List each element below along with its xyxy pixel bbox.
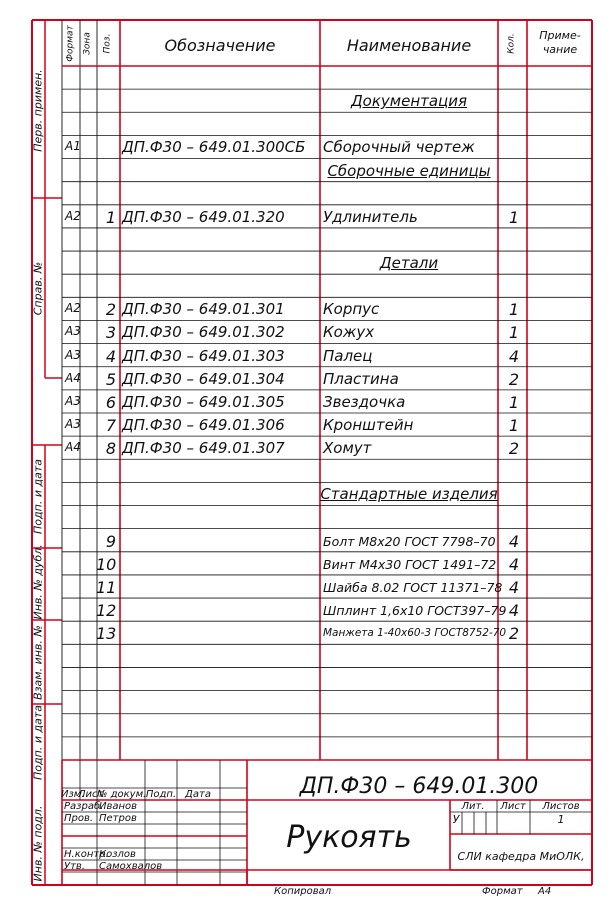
tb-col-sheet: Лист <box>78 789 104 800</box>
row-qty: 2 <box>508 369 519 389</box>
row-name: Шплинт 1,6х10 ГОСТ397–79 <box>323 603 507 619</box>
row-qty: 2 <box>508 624 519 644</box>
row-format: А4 <box>65 440 81 455</box>
side-replace-inv: Взам. инв. № <box>31 624 45 700</box>
tb-person-dev: Иванов <box>99 801 138 812</box>
section-standard-items: Стандартные изделия <box>320 485 498 504</box>
doc-title: Рукоять <box>286 820 412 855</box>
row-format: А2 <box>65 301 81 316</box>
row-name: Болт М8х20 ГОСТ 7798–70 <box>323 533 496 549</box>
row-designation: ДП.Ф30 – 649.01.300СБ <box>122 138 306 157</box>
row-name: Пластина <box>323 369 399 388</box>
row-qty: 4 <box>508 577 519 597</box>
row-qty: 2 <box>508 439 519 459</box>
row-pos: 4 <box>105 346 116 366</box>
footer-format-value: А4 <box>538 886 552 897</box>
row-qty: 4 <box>508 601 519 621</box>
tb-person-norm: Козлов <box>99 849 136 860</box>
side-dup-inv: Инв. № дубл. <box>31 543 45 619</box>
row-designation: ДП.Ф30 – 649.01.320 <box>122 207 285 226</box>
tb-org: СЛИ кафедра МиОЛК, <box>457 850 585 863</box>
footer-format-label: Формат <box>482 886 523 897</box>
header-qty: Кол. <box>506 32 517 54</box>
row-designation: ДП.Ф30 – 649.01.307 <box>122 439 285 458</box>
row-format: А2 <box>65 208 81 223</box>
tb-role-appr: Утв. <box>64 861 85 872</box>
row-qty: 4 <box>508 346 519 366</box>
row-name: Хомут <box>323 439 372 458</box>
section-documentation: Документация <box>350 92 468 111</box>
tb-role-check: Пров. <box>64 813 94 824</box>
row-format: А1 <box>65 139 81 154</box>
row-pos: 10 <box>96 554 117 574</box>
row-designation: ДП.Ф30 – 649.01.301 <box>122 300 285 319</box>
row-name: Манжета 1-40х60-3 ГОСТ8752-70 <box>323 627 507 640</box>
row-pos: 6 <box>105 392 116 412</box>
row-pos: 8 <box>105 439 116 459</box>
row-name: Кронштейн <box>323 415 414 434</box>
row-name: Корпус <box>323 300 380 319</box>
row-pos: 1 <box>105 207 116 227</box>
row-designation: ДП.Ф30 – 649.01.304 <box>122 369 285 388</box>
row-designation: ДП.Ф30 – 649.01.306 <box>122 415 285 434</box>
header-note-2: чание <box>542 43 578 56</box>
row-format: А3 <box>65 416 81 431</box>
section-assembly-units: Сборочные единицы <box>327 161 491 180</box>
row-format: А3 <box>65 347 81 362</box>
row-format: А3 <box>65 324 81 339</box>
row-qty: 1 <box>508 300 519 320</box>
row-name: Звездочка <box>323 392 406 411</box>
tb-role-norm: Н.контр. <box>64 849 109 860</box>
row-qty: 1 <box>508 415 519 435</box>
tb-col-sign: Подп. <box>145 789 177 800</box>
tb-sheets-label: Листов <box>542 801 580 812</box>
tb-person-check: Петров <box>99 813 137 824</box>
tb-lit-label: Лит. <box>461 801 485 812</box>
side-sign-date-1: Подп. и дата <box>31 458 45 534</box>
doc-code: ДП.Ф30 – 649.01.300 <box>299 774 539 799</box>
row-pos: 9 <box>105 531 116 551</box>
tb-sheet-label: Лист <box>500 801 526 812</box>
row-qty: 1 <box>508 207 519 227</box>
row-name: Удлинитель <box>323 207 418 226</box>
tb-role-dev: Разраб. <box>64 801 104 812</box>
tb-person-appr: Самохвалов <box>99 861 163 872</box>
row-pos: 5 <box>105 369 116 389</box>
row-name: Шайба 8.02 ГОСТ 11371–78 <box>323 579 503 595</box>
header-format: Формат <box>65 24 76 62</box>
row-pos: 2 <box>105 300 116 320</box>
row-qty: 4 <box>508 531 519 551</box>
row-name: Сборочный чертеж <box>323 138 475 157</box>
row-pos: 13 <box>96 624 117 644</box>
tb-col-doc-no: № докум. <box>97 789 147 800</box>
tb-sheets-value: 1 <box>557 813 565 826</box>
header-zone: Зона <box>82 31 93 55</box>
row-format: А3 <box>65 393 81 408</box>
row-pos: 7 <box>105 415 116 435</box>
row-qty: 4 <box>508 554 519 574</box>
tb-col-change: Изм. <box>61 789 85 800</box>
row-designation: ДП.Ф30 – 649.01.305 <box>122 392 285 411</box>
row-designation: ДП.Ф30 – 649.01.302 <box>122 323 285 342</box>
row-pos: 3 <box>105 323 116 343</box>
header-note-1: Приме- <box>539 29 581 42</box>
side-sign-date-2: Подп. и дата <box>31 704 45 780</box>
header-designation: Обозначение <box>164 36 276 55</box>
side-ref-no: Справ. № <box>31 261 45 315</box>
side-orig-inv: Инв. № подл. <box>31 805 45 881</box>
row-qty: 1 <box>508 392 519 412</box>
section-parts: Детали <box>379 254 439 273</box>
footer-copied: Копировал <box>274 886 332 897</box>
header-pos: Поз. <box>102 33 113 53</box>
row-qty: 1 <box>508 323 519 343</box>
row-designation: ДП.Ф30 – 649.01.303 <box>122 346 285 365</box>
row-format: А4 <box>65 370 81 385</box>
row-pos: 11 <box>96 577 117 597</box>
header-name: Наименование <box>346 36 472 55</box>
tb-lit-value: У <box>452 813 460 826</box>
side-first-use: Перв. примен. <box>31 68 45 152</box>
row-name: Палец <box>323 346 373 365</box>
tb-col-date: Дата <box>185 789 211 800</box>
row-name: Кожух <box>323 323 375 342</box>
row-pos: 12 <box>96 601 117 621</box>
row-name: Винт М4х30 ГОСТ 1491–72 <box>323 556 497 572</box>
